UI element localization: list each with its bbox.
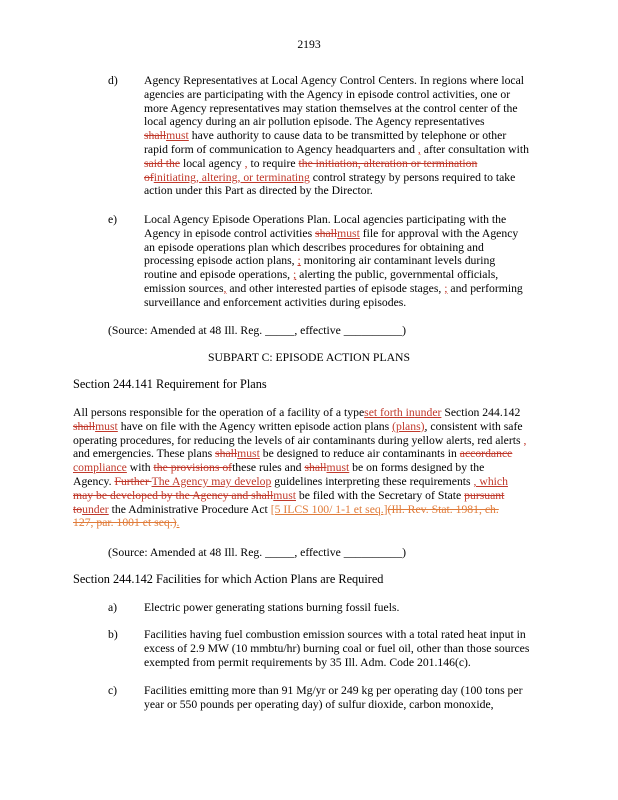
text-run: and emergencies. These plans <box>73 447 216 461</box>
text-run: Agency Representatives at Local Agency Control Centers. In regions where local <box>144 74 525 87</box>
text-line <box>144 296 584 310</box>
text-ins: ; <box>444 281 448 295</box>
text-del: Further <box>114 474 152 488</box>
text-line <box>144 282 584 296</box>
text-run: to require <box>247 156 299 170</box>
item-d-marker: d) <box>108 74 118 87</box>
text-ins: must <box>326 461 350 475</box>
text-run: file for approval with the Agency <box>359 226 519 240</box>
text-run: an episode operations plan which describes procedures for obtaining and <box>144 240 484 254</box>
text-line <box>73 461 573 475</box>
text-ins: , <box>523 433 527 447</box>
text-line: exempted from permit requirements by 35 Ill. Adm. Code 201.146(c). <box>144 655 471 669</box>
text-line <box>73 406 573 420</box>
page-number: 2193 <box>297 38 321 51</box>
item-a-body <box>144 601 584 615</box>
item-c-marker: c) <box>108 684 118 697</box>
text-del: of <box>144 170 154 184</box>
text-run: be designed to reduce air contaminants in <box>259 447 460 461</box>
text-ins: , <box>223 281 227 295</box>
section-142-heading: Section 244.142 Facilities for which Action Plans are Required <box>73 572 384 586</box>
text-ins: initiating, altering, or terminating <box>153 170 310 184</box>
text-ins: under <box>82 502 109 516</box>
text-ins: , <box>244 156 248 170</box>
text-del: the provisions of <box>153 461 233 475</box>
text-line <box>144 115 584 129</box>
text-line: Facilities emitting more than 91 Mg/yr or 249 kg per operating day (100 tons per <box>144 684 523 697</box>
text-line <box>144 143 584 157</box>
text-line <box>144 268 584 282</box>
text-ins: set forth in <box>364 406 415 419</box>
text-run: surveillance and enforcement activities during episodes. <box>144 295 407 309</box>
text-run: guidelines interpreting these requirements <box>271 474 474 488</box>
text-line <box>144 254 584 268</box>
text-refdel: (Ill. Rev. Stat. 1981, ch. <box>387 502 499 516</box>
text-line <box>144 102 584 116</box>
text-line <box>73 489 573 503</box>
text-ins: must <box>95 419 118 433</box>
text-del: shall <box>304 461 327 475</box>
text-refdel: 127, par. 1001 et seq.) <box>73 516 177 530</box>
text-del: pursuant <box>464 488 505 502</box>
text-run: be on forms designed by the <box>349 461 485 475</box>
section-141-paragraph <box>73 406 573 530</box>
text-line <box>73 420 573 434</box>
text-run: have on file with the Agency written episode action plans <box>117 419 393 433</box>
text-run: be filed with the Secretary of State <box>296 488 465 502</box>
text-del: said the <box>144 156 181 170</box>
text-ref: . <box>176 516 180 530</box>
text-line <box>144 213 584 227</box>
text-run: and performing <box>447 281 523 295</box>
text-line <box>144 157 584 171</box>
source-note-2: (Source: Amended at 48 Ill. Reg. _____, effective __________) <box>108 546 407 559</box>
text-run: rapid form of communication to Agency headquarters and <box>144 142 418 156</box>
text-line: excess of 2.9 MW (10 mmbtu/hr) burning coal or fuel oil, other than those sources <box>144 641 530 655</box>
subpart-title: SUBPART C: EPISODE ACTION PLANS <box>208 351 410 364</box>
source-note-1: (Source: Amended at 48 Ill. Reg. _____, effective __________) <box>108 324 407 337</box>
text-line <box>73 434 573 448</box>
text-ins: must <box>337 226 360 240</box>
text-run: control strategy by persons required to take <box>309 170 516 184</box>
text-run: routine and episode operations, <box>144 268 293 282</box>
text-run: monitoring air contaminant levels during <box>300 254 496 268</box>
item-e-marker: e) <box>108 213 118 226</box>
text-run: Local Agency Episode Operations Plan. Local agencies participating with the <box>144 213 507 226</box>
text-del: shall <box>215 447 238 461</box>
text-line: Electric power generating stations burning fossil fuels. <box>144 601 400 614</box>
text-ins: compliance <box>73 461 127 475</box>
text-run: after consultation with <box>420 142 529 156</box>
item-b-marker: b) <box>108 628 118 641</box>
text-line <box>144 129 584 143</box>
text-ins: ; <box>292 268 297 282</box>
text-ins: (plans) <box>392 419 425 433</box>
text-line <box>73 503 573 517</box>
text-line <box>144 241 584 255</box>
text-run: local agency during an air pollution episode. The Agency representatives <box>144 115 485 129</box>
text-del: to <box>73 502 83 516</box>
text-del: may be developed by the Agency and shall <box>73 488 274 502</box>
text-run: these rules and <box>232 461 305 475</box>
text-ins: , which <box>473 474 508 488</box>
text-line <box>144 171 584 185</box>
text-line <box>144 227 584 241</box>
text-run: Section 244.142 <box>441 406 521 419</box>
text-del: shall <box>144 129 167 143</box>
text-line: year or 550 pounds per operating day) of sulfur dioxide, carbon monoxide, <box>144 697 494 711</box>
text-ins: , <box>417 142 421 156</box>
text-run: with <box>126 461 154 475</box>
item-e-body <box>144 213 584 310</box>
text-line <box>73 516 573 530</box>
item-d-body <box>144 74 584 198</box>
text-run: agencies are participating with the Agency in episode control activities, one or <box>144 87 511 101</box>
text-line <box>144 88 584 102</box>
text-run: , consistent with safe <box>424 419 523 433</box>
text-ins: ; <box>297 254 301 268</box>
text-del: shall <box>315 226 338 240</box>
item-a-marker: a) <box>108 601 118 614</box>
section-141-heading: Section 244.141 Requirement for Plans <box>73 377 267 391</box>
text-line <box>144 74 584 88</box>
text-line <box>144 184 584 198</box>
text-run: more Agency representatives may station themselves at the control center of the <box>144 101 518 115</box>
text-run: local agency <box>180 156 245 170</box>
text-ins: The Agency may develop <box>151 474 272 488</box>
text-run: processing episode action plans, <box>144 254 298 268</box>
text-run: action under this Part as directed by the Director. <box>144 184 373 198</box>
text-ins: under <box>414 406 442 419</box>
item-b-body <box>144 628 584 669</box>
text-ref: [5 ILCS 100/ 1-1 et seq.] <box>270 502 388 516</box>
text-ins: must <box>166 129 189 143</box>
text-run: operating procedures, for reducing the levels of air contaminants during yellow alerts, red alerts <box>73 433 524 447</box>
text-run: Agency in episode control activities <box>144 226 316 240</box>
text-line: Facilities having fuel combustion emission sources with a total rated heat input in <box>144 628 526 641</box>
text-run: alerting the public, governmental officials, <box>296 268 499 282</box>
item-c-body <box>144 684 584 712</box>
text-del: accordance <box>459 447 513 461</box>
text-del: the initiation, alteration or termination <box>298 156 478 170</box>
text-line <box>73 447 573 461</box>
text-run: All persons responsible for the operation of a facility of a type <box>73 406 365 419</box>
text-run: have authority to cause data to be transmitted by telephone or other <box>188 129 507 143</box>
text-line <box>73 475 573 489</box>
text-ins: must <box>237 447 260 461</box>
text-ins: must <box>273 488 296 502</box>
text-run: the Administrative Procedure Act <box>108 502 271 516</box>
text-del: shall <box>73 419 96 433</box>
text-run: emission sources <box>144 281 224 295</box>
text-run: Agency. <box>73 474 115 488</box>
text-run: and other interested parties of episode stages, <box>226 281 445 295</box>
